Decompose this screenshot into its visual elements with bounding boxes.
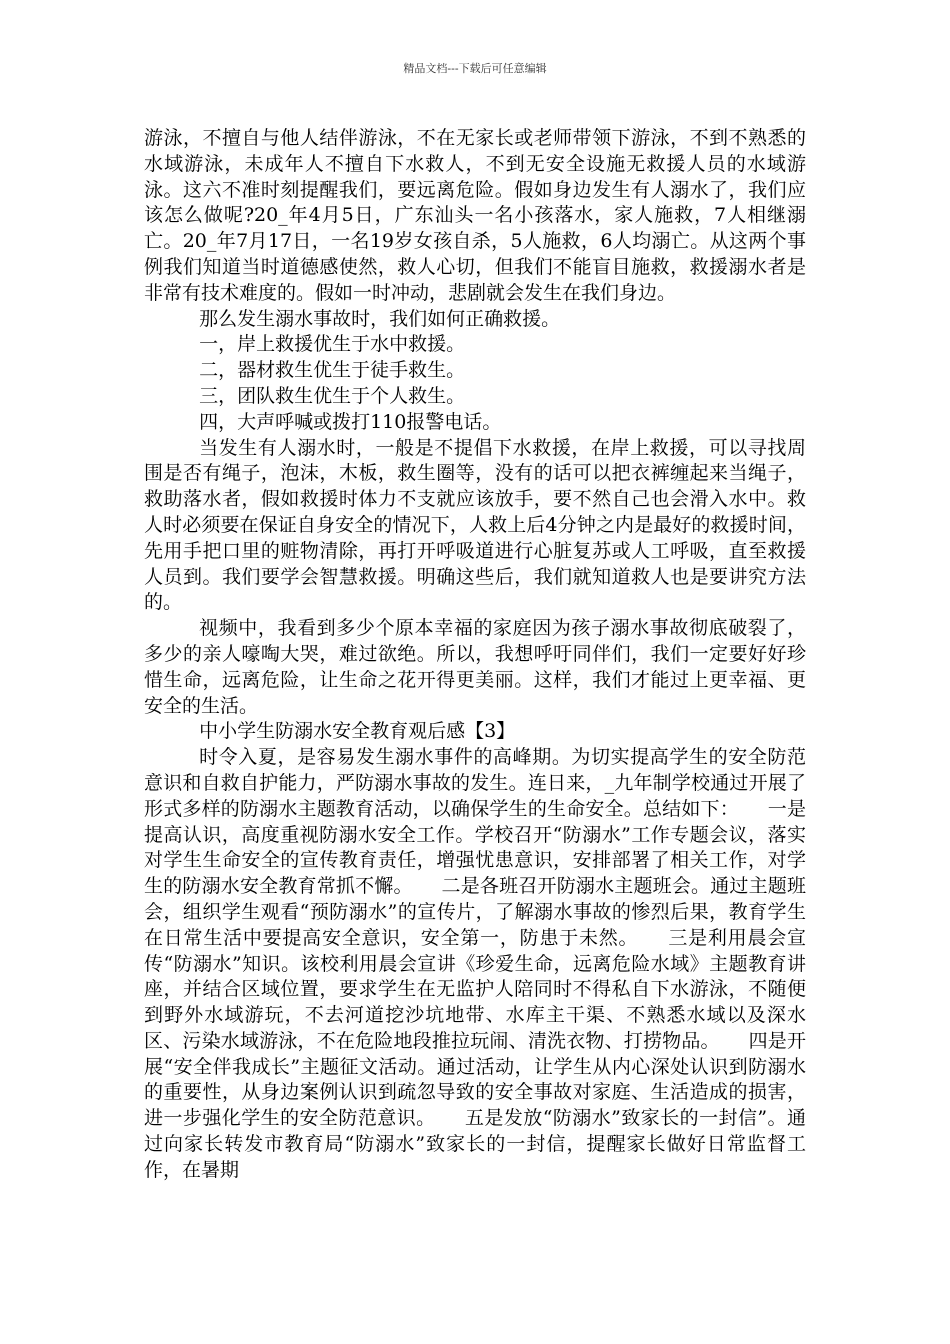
paragraph-school-summary: 时令入夏，是容易发生溺水事件的高峰期。为切实提高学生的安全防范意识和自救自护能力，严防溺水事故的发生。连日来，_九年制学校通过开展了形式多样的防溺水主题教育活动，以确保学生的生命安全。总结如下： 一是提高认识，高度重视防溺水安全工作。学校召开“防溺水”工作专题会议，落实对学生生命安全的宣传教育责任，增强忧患意识，安排部署了相关工作，对学生的防溺水安全教育常抓不懈。 二是各班召开防溺水主题班会。通过主题班会，组织学生观看“预防溺水”的宣传片，了解溺水事故的惨烈后果，教育学生在日常生活中要提高安全意识，安全第一，防患于未然。 三是利用晨会宣传“防溺水”知识。该校利用晨会宣讲《珍爱生命，远离危险水域》主题教育讲座，并结合区域位置，要求学生在无监护人陪同时不得私自下水游泳，不随便到野外水域游玩，不去河道挖沙坑地带、水库主干渠、不熟悉水域以及深水区、污染水域游泳，不在危险地段推拉玩闹、清洗衣物、打捞物品。 四是开展“安全伴我成长”主题征文活动。通过活动，让学生从内心深处认识到防溺水的重要性，从身边案例认识到疏忽导致的安全事故对家庭、生活造成的损害，进一步强化学生的安全防范意识。 五是发放“防溺水”致家长的一封信”。通过向家长转发市教育局“防溺水”致家长的一封信，提醒家长做好日常监督工作，在暑期: [144, 746, 806, 1181]
section-heading: 中小学生防溺水安全教育观后感【3】: [199, 720, 516, 743]
page-header: 精品文档---下载后可任意编辑: [403, 62, 547, 75]
document-body: [144, 126, 806, 1184]
paragraph-continuation: 游泳，不擅自与他人结伴游泳，不在无家长或老师带领下游泳，不到不熟悉的水域游泳，未成年人不擅自下水救人，不到无安全设施无救援人员的水域游泳。这六不准时刻提醒我们，要远离危险。假如身边发生有人溺水了，我们应该怎么做呢?20_年4月5日，广东汕头一名小孩落水，家人施救，7人相继溺亡。20_年7月17日，一名19岁女孩自杀，5人施救，6人均溺亡。从这两个事例我们知道当时道德感使然，救人心切，但我们不能盲目施救，救援溺水者是非常有技术难度的。假如一时冲动，悲剧就会发生在我们身边。: [144, 127, 806, 304]
list-item-rescue-1: 一，岸上救援优生于水中救援。: [199, 333, 466, 356]
paragraph-rescue-question: 那么发生溺水事故时，我们如何正确救援。: [199, 307, 561, 330]
list-item-rescue-4: 四，大声呼喊或拨打110报警电话。: [199, 410, 502, 433]
list-item-rescue-2: 二，器材救生优生于徒手救生。: [199, 359, 466, 382]
paragraph-rescue-method: 当发生有人溺水时，一般是不提倡下水救援，在岸上救援，可以寻找周围是否有绳子，泡沫，木板，救生圈等，没有的话可以把衣裤缠起来当绳子，救助落水者，假如救援时体力不支就应该放手，要不然自己也会滑入水中。救人时必须要在保证自身安全的情况下，人救上后4分钟之内是最好的救援时间，先用手把口里的赃物清除，再打开呼吸道进行心脏复苏或人工呼吸，直至救援人员到。我们要学会智慧救援。明确这些后，我们就知道救人也是要讲究方法的。: [144, 436, 806, 614]
paragraph-video-reflection: 视频中，我看到多少个原本幸福的家庭因为孩子溺水事故彻底破裂了，多少的亲人嚎啕大哭，难过欲绝。所以，我想呼吁同伴们，我们一定要好好珍惜生命，远离危险，让生命之花开得更美丽。这样，我们才能过上更幸福、更安全的生活。: [144, 617, 806, 717]
list-item-rescue-3: 三，团队救生优生于个人救生。: [199, 384, 466, 407]
